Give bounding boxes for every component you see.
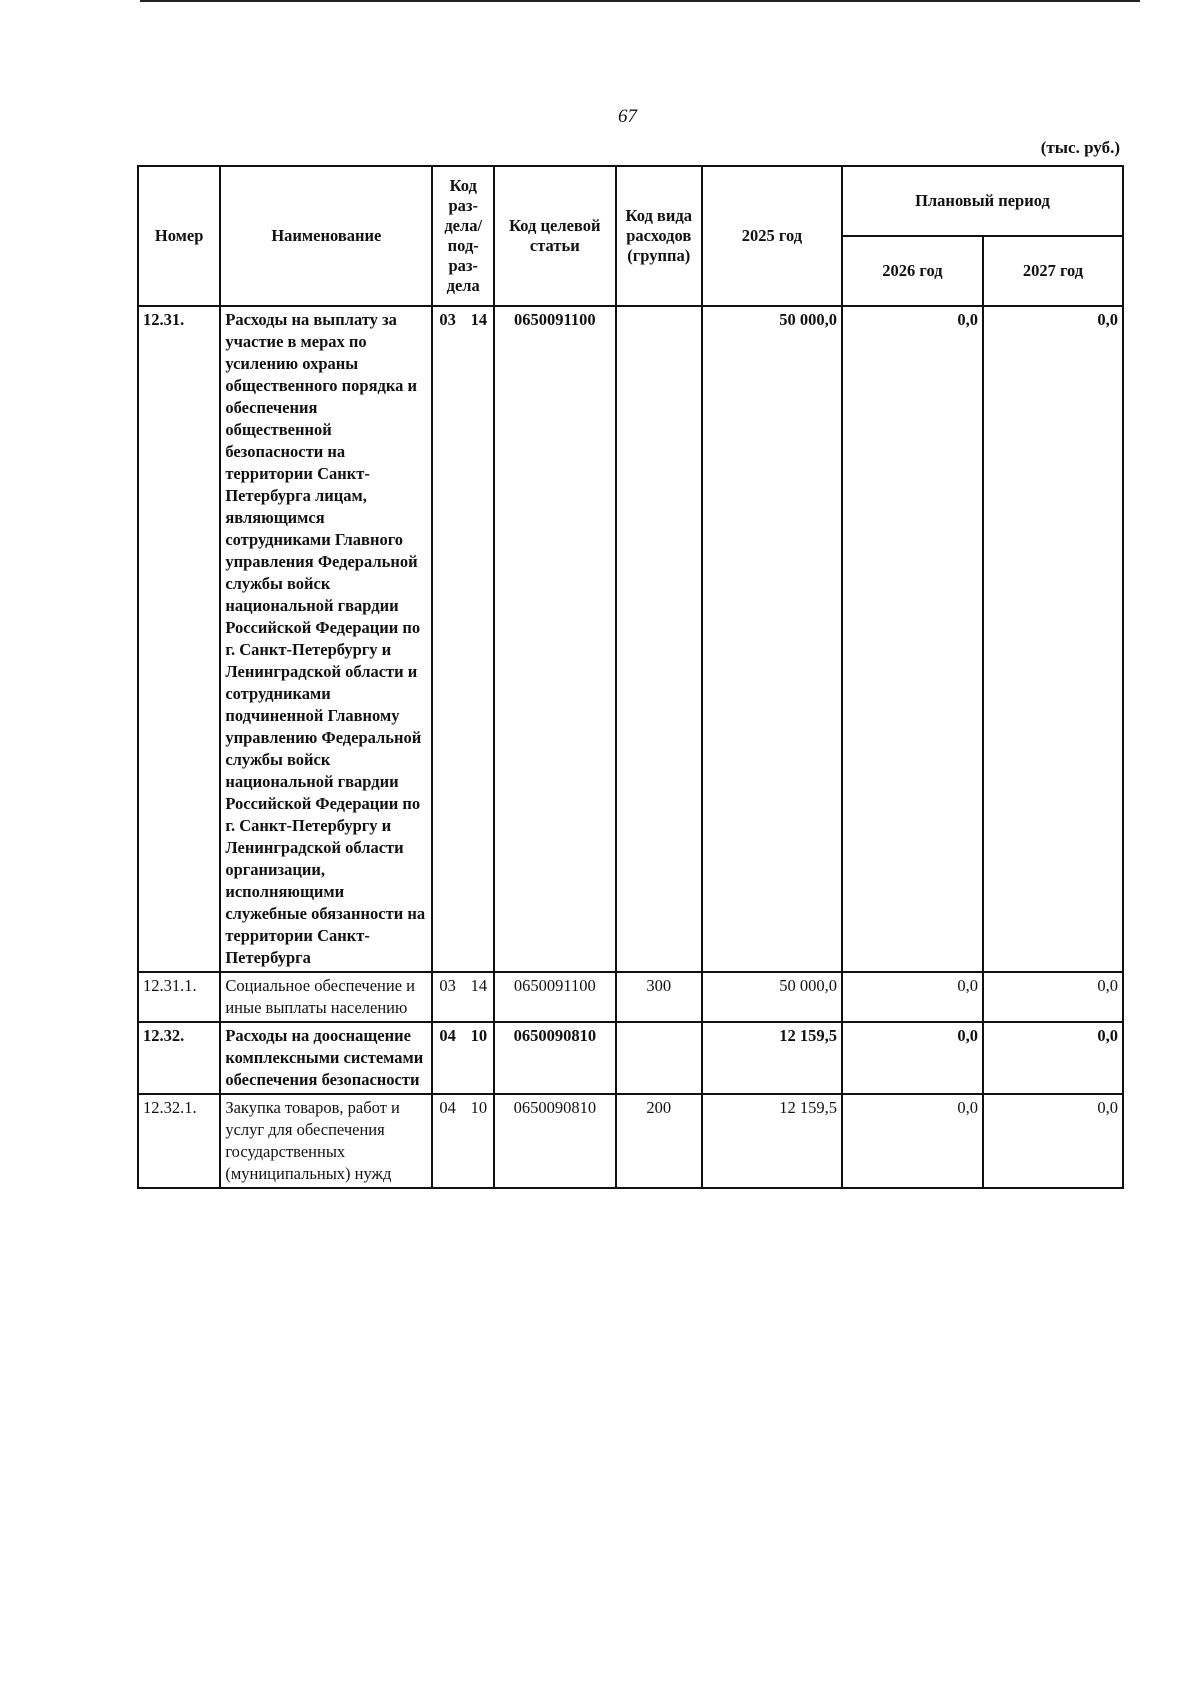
row-expense-type: 200 bbox=[616, 1094, 702, 1188]
row-number: 12.31. bbox=[138, 306, 220, 972]
header-row bbox=[138, 166, 1123, 236]
table-row bbox=[138, 1094, 1123, 1188]
header-year-2025: 2025 год bbox=[702, 166, 842, 306]
header-planned-period: Плановый период bbox=[842, 166, 1123, 236]
row-number: 12.32.1. bbox=[138, 1094, 220, 1188]
header-number: Номер bbox=[138, 166, 220, 306]
section-code: 03 bbox=[439, 976, 456, 995]
page-number: 67 bbox=[618, 106, 637, 127]
subsection-code: 14 bbox=[470, 976, 488, 995]
units-label: (тыс. руб.) bbox=[1040, 138, 1120, 157]
row-target: 0650090810 bbox=[494, 1094, 615, 1188]
row-expense-type: 300 bbox=[616, 972, 702, 1022]
row-2025: 12 159,5 bbox=[702, 1094, 842, 1188]
row-target: 0650091100 bbox=[494, 306, 615, 972]
table-row bbox=[138, 1022, 1123, 1094]
row-2025: 50 000,0 bbox=[702, 972, 842, 1022]
row-2026: 0,0 bbox=[842, 1094, 983, 1188]
row-2027: 0,0 bbox=[983, 1094, 1123, 1188]
header-expense-type: Код вида расходов (группа) bbox=[616, 166, 702, 306]
subsection-code: 10 bbox=[470, 1026, 488, 1045]
table-row bbox=[138, 972, 1123, 1022]
row-name: Расходы на выплату за участие в мерах по усилению охраны общественного порядка и обеспечения общественной безопасности на территории Санкт-Петербурга лицам, являющимся сотрудниками Главного управления Федеральной службы войск национальной гвардии Российской Федерации по г. Санкт-Петербургу и Ленинградской области и сотрудниками подчиненной Главному управлению Федеральной службы войск национальной гвардии Российской Федерации по г. Санкт-Петербургу и Ленинградской области организации, исполняющими служебные обязанности на территории Санкт-Петербурга bbox=[220, 306, 432, 972]
row-section bbox=[432, 972, 494, 1022]
row-2027: 0,0 bbox=[983, 972, 1123, 1022]
header-year-2027: 2027 год bbox=[983, 236, 1123, 306]
header-year-2026: 2026 год bbox=[842, 236, 983, 306]
header-target: Код целевой статьи bbox=[494, 166, 615, 306]
section-code: 03 bbox=[439, 310, 456, 329]
row-2027: 0,0 bbox=[983, 306, 1123, 972]
section-code: 04 bbox=[439, 1026, 456, 1045]
row-section bbox=[432, 1022, 494, 1094]
row-number: 12.32. bbox=[138, 1022, 220, 1094]
subsection-code: 10 bbox=[470, 1098, 488, 1117]
row-2026: 0,0 bbox=[842, 972, 983, 1022]
row-expense-type bbox=[616, 306, 702, 972]
row-2025: 12 159,5 bbox=[702, 1022, 842, 1094]
row-section bbox=[432, 1094, 494, 1188]
section-code: 04 bbox=[439, 1098, 456, 1117]
row-name: Социальное обеспечение и иные выплаты населению bbox=[220, 972, 432, 1022]
table-row bbox=[138, 306, 1123, 972]
row-target: 0650090810 bbox=[494, 1022, 615, 1094]
row-expense-type bbox=[616, 1022, 702, 1094]
scan-top-edge bbox=[140, 0, 1140, 2]
row-section bbox=[432, 306, 494, 972]
row-2026: 0,0 bbox=[842, 1022, 983, 1094]
row-target: 0650091100 bbox=[494, 972, 615, 1022]
row-number: 12.31.1. bbox=[138, 972, 220, 1022]
budget-table bbox=[137, 165, 1124, 1189]
header-section: Код раз- дела/ под- раз- дела bbox=[432, 166, 494, 306]
row-2025: 50 000,0 bbox=[702, 306, 842, 972]
header-name: Наименование bbox=[220, 166, 432, 306]
row-2026: 0,0 bbox=[842, 306, 983, 972]
row-name: Закупка товаров, работ и услуг для обеспечения государственных (муниципальных) нужд bbox=[220, 1094, 432, 1188]
row-2027: 0,0 bbox=[983, 1022, 1123, 1094]
subsection-code: 14 bbox=[470, 310, 488, 329]
row-name: Расходы на дооснащение комплексными системами обеспечения безопасности bbox=[220, 1022, 432, 1094]
